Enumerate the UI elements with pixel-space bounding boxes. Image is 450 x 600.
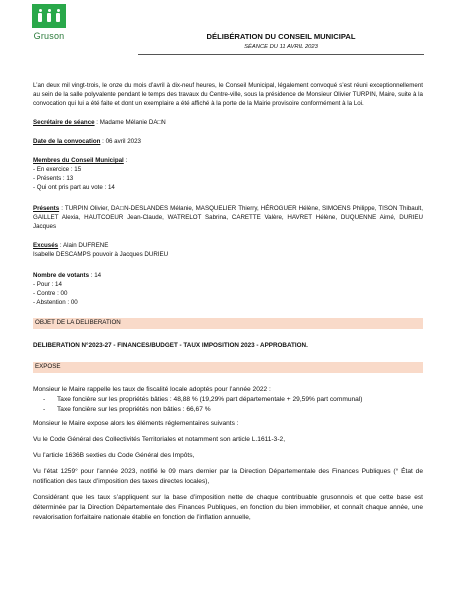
gruson-logo — [32, 4, 66, 43]
presents-label: Présents — [33, 204, 60, 212]
expose-body — [33, 385, 423, 523]
logo-emblem — [32, 4, 66, 28]
convocation-line — [33, 138, 423, 147]
figure-icon — [46, 9, 52, 23]
expose-paragraph: Vu le Code Général des Collectivités Territoriales et notamment son article L.1611-3-2, — [33, 436, 286, 444]
secretaire-value: : Madame Mélanie DA□N — [94, 118, 166, 126]
presents-line — [33, 205, 423, 232]
convocation-label: Date de la convocation — [33, 137, 101, 145]
figure-icon — [37, 9, 43, 23]
presents-text: : TURPIN Olivier, DA□N-DESLANDES Mélanie, MASQUELIER Thierry, HÉROGUER Hélène, SIMOENS Philippe, TISON Thibault, GAILLET Alexia, HAUTCOEUR Jean-Claude, WATRELOT Sabrina, CARETTE Valère, HAVRET Hélène, DUQUENNE Aimé, DURIEU Jacques — [33, 204, 423, 230]
document-subtitle: SÉANCE DU 11 AVRIL 2023 — [244, 44, 318, 50]
expose-paragraph: Vu l’article 1636B sexties du Code Général des Impôts, — [33, 452, 195, 460]
excuses-label: Excusés — [33, 241, 59, 249]
votants-value: : 14 — [89, 271, 102, 279]
expose-paragraph: Considérant que les taux s’appliquent sur la base d’imposition nette de chaque contribuable grusonnois et que cette base est déterminée par la Direction Départementale des Finances Publiques, en fonction du bien immobilier, et connaît chaque année, une revalorisation forfaitaire nationale établie en fonction de l’inflation annuelle, — [33, 493, 423, 521]
membres-suffix: : — [123, 156, 128, 164]
list-item: - Taxe foncière sur les propriétés non bâties : 66,67 % — [43, 405, 211, 413]
document-header — [138, 31, 424, 55]
document-body — [33, 82, 423, 523]
secretaire-label: Secrétaire de séance — [33, 118, 95, 126]
convocation-value: : 06 avril 2023 — [100, 137, 141, 145]
secretaire-line — [33, 119, 423, 128]
membres-block — [33, 157, 423, 193]
membres-line: - Qui ont pris part au vote : 14 — [33, 183, 115, 191]
expose-paragraph: Monsieur le Maire expose alors les éléments réglementaires suivants : — [33, 420, 239, 428]
votants-line: - Pour : 14 — [33, 280, 62, 288]
bullet-text: Taxe foncière sur les propriétés non bâties : 66,67 % — [57, 405, 211, 413]
list-item: - Taxe foncière sur les propriétés bâties : 48,88 % (19,29% part départementale + 29,59% part communal) — [43, 395, 363, 403]
votants-label: Nombre de votants — [33, 271, 90, 279]
excuses-line2: Isabelle DESCAMPS pouvoir à Jacques DURIEU — [33, 250, 169, 258]
membres-label: Membres du Conseil Municipal — [33, 156, 124, 164]
bullet-text: Taxe foncière sur les propriétés bâties : 48,88 % (19,29% part départementale + 29,59% part communal) — [57, 395, 363, 403]
expose-paragraph: Vu l’état 1259° pour l’année 2023, notifié le 09 mars dernier par la Direction Départementale des Finances Publiques (° État de notification des taux d’imposition des taxes directes locales), — [33, 468, 423, 486]
votants-block — [33, 272, 423, 308]
logo-text: Gruson — [33, 31, 65, 41]
expose-section-bar: EXPOSE — [33, 362, 423, 373]
deliberation-title: DELIBERATION N°2023-27 - FINANCES/BUDGET - TAUX IMPOSITION 2023 - APPROBATION. — [33, 341, 308, 349]
votants-line: - Abstention : 00 — [33, 298, 78, 306]
excuses-text: : Alain DUFRENE — [58, 241, 109, 249]
votants-line: - Contre : 00 — [33, 289, 68, 297]
document-title: DÉLIBÉRATION DU CONSEIL MUNICIPAL — [206, 32, 356, 41]
intro-paragraph: L’an deux mil vingt-trois, le onze du mois d’avril à dix-neuf heures, le Conseil Municipal, légalement convoqué s’est réuni exceptionnellement au sein de la salle polyvalente pendant le temps des travaux du Centre-ville, sous la présidence de Monsieur Olivier TURPIN, Maire, suite à la convocation qui lui a été faite et dont un exemplaire a été affiché à la porte de la Mairie provisoire conformément à la Loi. — [33, 82, 423, 107]
expose-paragraph: Monsieur le Maire rappelle les taux de fiscalité locale adoptés pour l’année 2022 : — [33, 385, 271, 393]
objet-section-bar: OBJET DE LA DELIBERATION — [33, 318, 423, 329]
membres-line: - Présents : 13 — [33, 174, 74, 182]
membres-line: - En exercice : 15 — [33, 165, 82, 173]
excuses-block — [33, 242, 423, 260]
figure-icon — [55, 9, 61, 23]
